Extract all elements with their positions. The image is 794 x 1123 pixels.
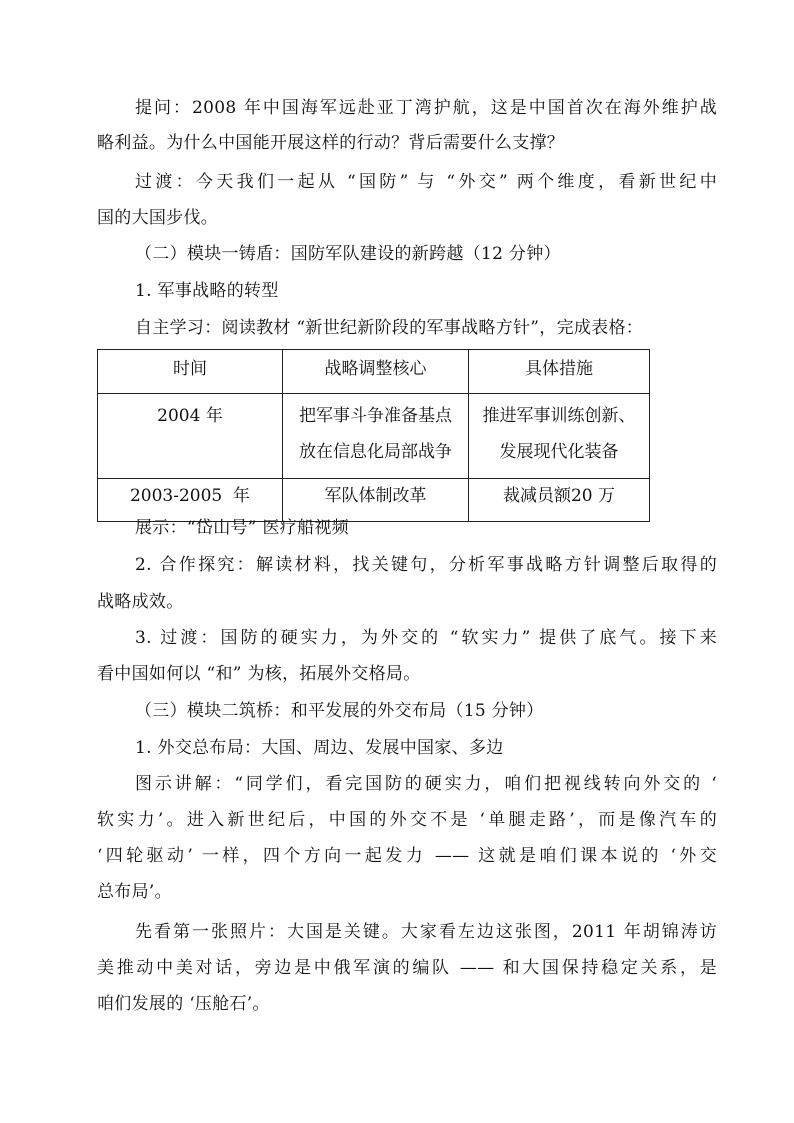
paragraph-cooperative-line1: 2. 合作探究：解读材料，找关键句，分析军事战略方针调整后取得的 (135, 555, 717, 575)
paragraph-question-line2: 略利益。为什么中国能开展这样的行动？背后需要什么支撑？ (97, 133, 565, 153)
paragraph-transition2-line2: 看中国如何以 “和” 为核，拓展外交格局。 (97, 664, 421, 684)
paragraph-transition2-line1: 3. 过渡：国防的硬实力，为外交的 “软实力” 提供了底气。接下来 (135, 628, 717, 648)
paragraph-diagram-line3: ‘四轮驱动’ 一样，四个方向一起发力 —— 这就是咱们课本说的 ‘外交 (97, 846, 717, 866)
section-heading-module2: （三）模块二筑桥：和平发展的外交布局（15 分钟） (135, 701, 544, 721)
table-cell-time: 2004 年 (98, 394, 283, 479)
paragraph-photo-line1: 先看第一张照片：大国是关键。大家看左边这张图，2011 年胡锦涛访 (135, 922, 717, 942)
paragraph-cooperative-line2: 战略成效。 (97, 592, 184, 612)
table-header-cell: 具体措施 (469, 350, 650, 394)
paragraph-diagram-line2: 软实力’。进入新世纪后，中国的外交不是 ‘单腿走路’，而是像汽车的 (97, 810, 717, 830)
table-cell-measure: 推进军事训练创新、 发展现代化装备 (469, 394, 650, 479)
paragraph-diagram-line4: 总布局’。 (97, 882, 172, 902)
paragraph-transition-line2: 国的大国步伐。 (97, 208, 219, 228)
paragraph-question-line1: 提问：2008 年中国海军远赴亚丁湾护航，这是中国首次在海外维护战 (135, 98, 717, 118)
table-header-cell: 时间 (98, 350, 283, 394)
table-cell-core: 把军事斗争准备基点 放在信息化局部战争 (283, 394, 469, 479)
paragraph-photo-line3: 咱们发展的 ‘压舱石’。 (97, 994, 270, 1014)
table-cell-time: 2003-2005 年 (98, 479, 283, 522)
strategy-table (97, 349, 650, 522)
table-header-row (98, 350, 650, 394)
table-header-cell: 战略调整核心 (283, 350, 469, 394)
table-cell-core: 军队体制改革 (283, 479, 469, 522)
table-row (98, 394, 650, 479)
paragraph-photo-line2: 美推动中美对话，旁边是中俄军演的编队 —— 和大国保持稳定关系，是 (97, 958, 717, 978)
paragraph-self-study: 自主学习：阅读教材 “新世纪新阶段的军事战略方针”，完成表格： (135, 318, 644, 338)
paragraph-show-video: 展示：“岱山号” 医疗船视频 (135, 518, 349, 538)
paragraph-transition-line1: 过渡：今天我们一起从 “国防” 与 “外交” 两个维度，看新世纪中 (135, 172, 717, 192)
table-row (98, 479, 650, 522)
subheading-diplomacy-layout: 1. 外交总布局：大国、周边、发展中国家、多边 (135, 738, 504, 758)
table-cell-measure: 裁减员额20 万 (469, 479, 650, 522)
section-heading-module1: （二）模块一铸盾：国防军队建设的新跨越（12 分钟） (135, 244, 561, 264)
subheading-military-strategy: 1. 军事战略的转型 (135, 281, 279, 301)
paragraph-diagram-line1: 图示讲解：“同学们，看完国防的硬实力，咱们把视线转向外交的 ‘ (135, 774, 717, 794)
